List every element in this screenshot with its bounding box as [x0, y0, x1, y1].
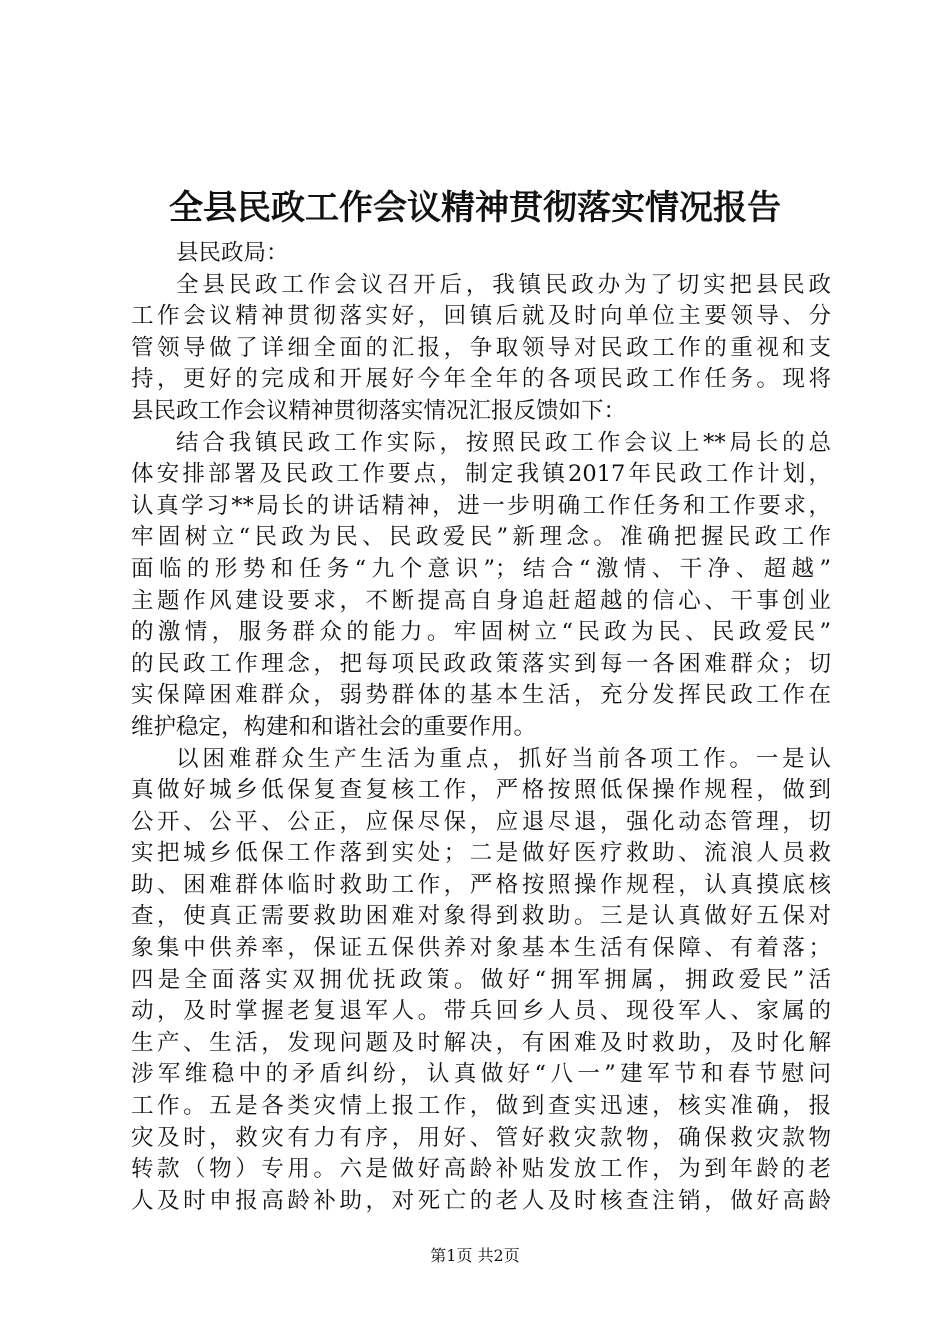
body-line: 管领导做了详细全面的汇报，争取领导对民政工作的重视和支 — [131, 334, 831, 361]
body-line: 工作会议精神贯彻落实好，回镇后就及时向单位主要领导、分 — [131, 303, 831, 330]
body-line: 转款（物）专用。六是做好高龄补贴发放工作，为到年龄的老 — [131, 1156, 831, 1183]
document-title: 全县民政工作会议精神贯彻落实情况报告 — [169, 188, 781, 228]
body-line: 结合我镇民政工作实际，按照民政工作会议上**局长的总 — [176, 429, 831, 456]
body-line: 牢固树立“民政为民、民政爱民”新理念。准确把握民政工作 — [131, 524, 831, 551]
document-body — [131, 238, 831, 1217]
body-line: 实把城乡低保工作落到实处；二是做好医疗救助、流浪人员救 — [131, 840, 831, 867]
body-line: 象集中供养率，保证五保供养对象基本生活有保障、有着落； — [131, 935, 831, 962]
body-line: 公开、公平、公正，应保尽保，应退尽退，强化动态管理，切 — [131, 808, 831, 835]
body-line: 真做好城乡低保复查复核工作，严格按照低保操作规程，做到 — [131, 777, 831, 804]
body-line: 主题作风建设要求，不断提高自身追赶超越的信心、干事创业 — [131, 587, 831, 614]
body-line: 县民政工作会议精神贯彻落实情况汇报反馈如下： — [131, 397, 627, 424]
body-line: 面临的形势和任务“九个意识”；结合“激情、干净、超越” — [131, 555, 831, 582]
body-line: 的激情，服务群众的能力。牢固树立“民政为民、民政爱民” — [131, 619, 831, 646]
body-line: 实保障困难群众，弱势群体的基本生活，充分发挥民政工作在 — [131, 682, 831, 709]
body-line: 生产、生活，发现问题及时解决，有困难及时救助，及时化解 — [131, 1029, 831, 1056]
body-line: 体安排部署及民政工作要点，制定我镇2017年民政工作计划， — [131, 461, 831, 488]
body-line: 灾及时，救灾有力有序，用好、管好救灾款物，确保救灾款物 — [131, 1124, 831, 1151]
body-line: 涉军维稳中的矛盾纠纷，认真做好“八一”建军节和春节慰问 — [131, 1061, 831, 1088]
body-line: 助、困难群体临时救助工作，严格按照操作规程，认真摸底核 — [131, 871, 831, 898]
body-line: 查，使真正需要救助困难对象得到救助。三是认真做好五保对 — [131, 903, 831, 930]
page-footer: 第1页 共2页 — [430, 1246, 520, 1265]
body-line: 人及时申报高龄补助，对死亡的老人及时核查注销，做好高龄 — [131, 1187, 831, 1214]
body-line: 认真学习**局长的讲话精神，进一步明确工作任务和工作要求， — [131, 492, 831, 519]
body-line: 维护稳定，构建和和谐社会的重要作用。 — [131, 713, 537, 740]
body-line: 的民政工作理念，把每项民政政策落实到每一各困难群众；切 — [131, 650, 831, 677]
body-line: 县民政局： — [176, 240, 289, 266]
body-line: 动，及时掌握老复退军人。带兵回乡人员、现役军人、家属的 — [131, 998, 831, 1025]
body-line: 工作。五是各类灾情上报工作，做到查实迅速，核实准确，报 — [131, 1093, 831, 1120]
body-line: 四是全面落实双拥优抚政策。做好“拥军拥属，拥政爱民”活 — [131, 966, 831, 993]
body-line: 以困难群众生产生活为重点，抓好当前各项工作。一是认 — [176, 745, 831, 772]
body-line: 持，更好的完成和开展好今年全年的各项民政工作任务。现将 — [131, 366, 831, 393]
body-line: 全县民政工作会议召开后，我镇民政办为了切实把县民政 — [176, 271, 831, 298]
